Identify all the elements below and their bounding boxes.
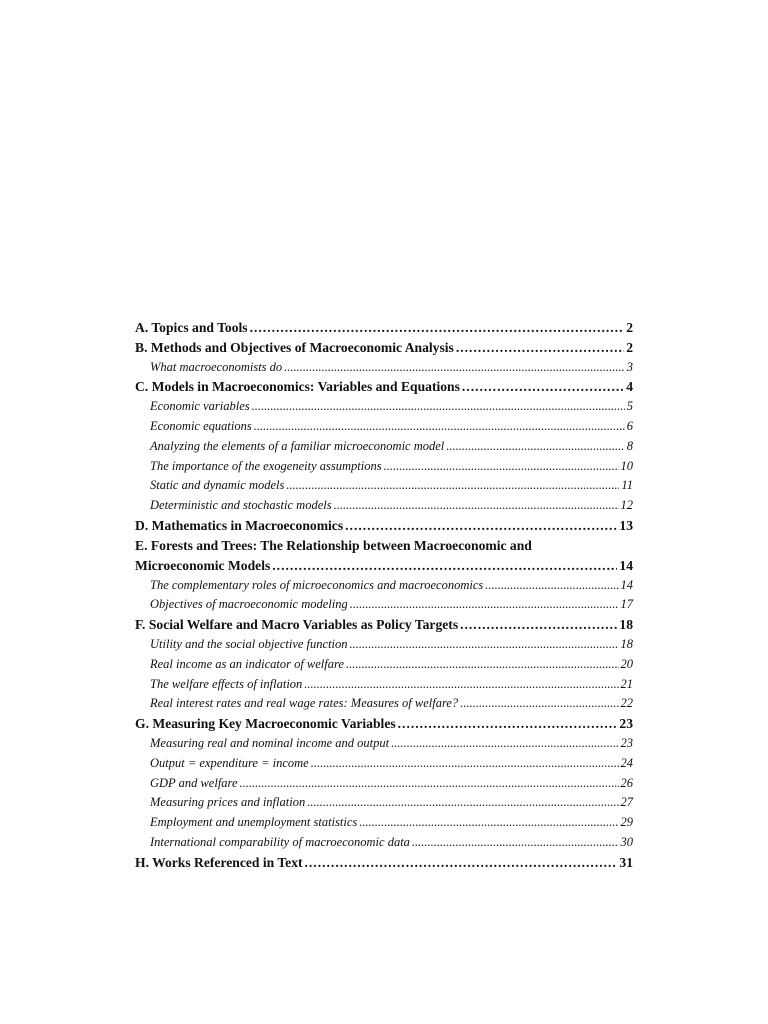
toc-entry-title: A. Topics and Tools [135,320,248,335]
dot-leader [305,853,618,873]
toc-entry-subsection[interactable] [135,437,633,457]
toc-entry-title: The welfare effects of inflation [150,676,303,691]
toc-entry-page: 17 [620,597,633,612]
dot-leader [460,694,618,714]
toc-entry-section-f[interactable] [135,615,633,635]
toc-entry-subsection[interactable] [135,734,633,754]
dot-leader [391,734,618,754]
dot-leader [252,397,625,417]
toc-entry-section-g[interactable] [135,714,633,734]
dot-leader [398,714,618,734]
dot-leader [250,318,625,338]
toc-entry-section-b[interactable] [135,338,633,358]
toc-entry-page: 3 [626,359,633,374]
dot-leader [334,496,619,516]
toc-entry-title: G. Measuring Key Macroeconomic Variables [135,716,396,732]
dot-leader [350,595,619,615]
toc-entry-title: Microeconomic Models [135,557,271,573]
toc-entry-page: 8 [626,438,633,453]
toc-entry-page: 2 [626,320,633,335]
dot-leader [311,754,619,774]
toc-entry-title: Employment and unemployment statistics [150,815,358,830]
toc-entry-section-h[interactable] [135,853,633,873]
toc-entry-section-c[interactable] [135,377,633,397]
toc-entry-subsection[interactable] [135,635,633,655]
toc-entry-title: B. Methods and Objectives of Macroeconomic Analysis [135,339,454,355]
dot-leader [384,457,619,477]
toc-entry-page: 20 [620,656,633,671]
dot-leader [359,813,618,833]
dot-leader [346,655,619,675]
toc-entry-section-d[interactable] [135,516,633,536]
dot-leader [412,833,619,853]
toc-entry-title: What macroeconomists do [150,359,283,374]
toc-entry-page: 6 [626,418,633,433]
toc-entry-subsection[interactable] [135,754,633,774]
toc-entry-page: 12 [620,498,633,513]
toc-entry-page: 23 [620,735,633,750]
dot-leader [462,377,624,397]
toc-entry-page: 13 [619,517,633,533]
toc-entry-subsection[interactable] [135,358,633,378]
toc-entry-page: 14 [619,557,633,573]
toc-entry-title: Real interest rates and real wage rates: Measures of welfare? [150,696,459,711]
toc-entry-title: Economic equations [150,418,252,433]
toc-entry-title: F. Social Welfare and Macro Variables as Policy Targets [135,617,459,633]
toc-entry-subsection[interactable] [135,496,633,516]
toc-entry-section-e-line1[interactable] [135,536,633,556]
toc-entry-page: 18 [619,617,633,633]
toc-entry-subsection[interactable] [135,476,633,496]
dot-leader [304,675,618,695]
toc-entry-subsection[interactable] [135,833,633,853]
toc-entry-subsection[interactable] [135,694,633,714]
toc-entry-title: Deterministic and stochastic models [150,498,332,513]
toc-entry-title: C. Models in Macroeconomics: Variables and Equations [135,379,460,395]
toc-entry-page: 27 [620,795,633,810]
toc-entry-subsection[interactable] [135,655,633,675]
toc-entry-page: 31 [619,854,633,870]
toc-entry-title: Economic variables [150,399,250,414]
toc-entry-title: D. Mathematics in Macroeconomics [135,517,344,533]
toc-entry-subsection[interactable] [135,595,633,615]
toc-entry-subsection[interactable] [135,397,633,417]
table-of-contents [135,318,633,873]
toc-entry-page: 11 [621,478,633,493]
dot-leader [240,774,619,794]
toc-entry-page: 23 [619,716,633,732]
toc-entry-title: Static and dynamic models [150,478,285,493]
toc-entry-page: 5 [626,399,633,414]
toc-entry-page: 21 [620,676,633,691]
toc-entry-section-a[interactable] [135,318,633,338]
toc-entry-page: 10 [620,458,633,473]
dot-leader [456,338,624,358]
toc-entry-section-e-line2[interactable] [135,556,633,576]
toc-entry-page: 14 [620,577,633,592]
dot-leader [254,417,625,437]
toc-entry-title: Objectives of macroeconomic modeling [150,597,348,612]
toc-entry-title: Measuring prices and inflation [150,795,306,810]
toc-entry-subsection[interactable] [135,417,633,437]
toc-entry-title: Output = expenditure = income [150,755,309,770]
toc-entry-subsection[interactable] [135,774,633,794]
dot-leader [272,556,617,576]
toc-entry-subsection[interactable] [135,793,633,813]
toc-entry-title: The importance of the exogeneity assumptions [150,458,382,473]
toc-entry-page: 26 [620,775,633,790]
toc-entry-title: H. Works Referenced in Text [135,854,303,870]
toc-entry-subsection[interactable] [135,813,633,833]
toc-entry-page: 4 [626,379,633,395]
toc-entry-subsection[interactable] [135,576,633,596]
toc-entry-title: The complementary roles of microeconomics and macroeconomics [150,577,484,592]
toc-entry-title: E. Forests and Trees: The Relationship between Macroeconomic and [135,537,532,553]
toc-entry-title: Measuring real and nominal income and output [150,735,390,750]
toc-entry-title: GDP and welfare [150,775,238,790]
toc-entry-title: Analyzing the elements of a familiar microeconomic model [150,438,445,453]
dot-leader [345,516,617,536]
dot-leader [460,615,617,635]
toc-entry-page: 2 [626,339,633,355]
dot-leader [284,358,625,378]
toc-entry-title: Utility and the social objective function [150,636,348,651]
toc-entry-page: 18 [620,636,633,651]
dot-leader [350,635,619,655]
toc-entry-page: 24 [620,755,633,770]
toc-entry-page: 30 [620,834,633,849]
toc-entry-subsection[interactable] [135,457,633,477]
dot-leader [307,793,618,813]
dot-leader [286,476,619,496]
toc-entry-title: Real income as an indicator of welfare [150,656,344,671]
dot-leader [446,437,624,457]
toc-entry-page: 29 [620,815,633,830]
toc-entry-page: 22 [620,696,633,711]
toc-entry-subsection[interactable] [135,675,633,695]
dot-leader [485,576,618,596]
toc-entry-title: International comparability of macroeconomic data [150,834,410,849]
